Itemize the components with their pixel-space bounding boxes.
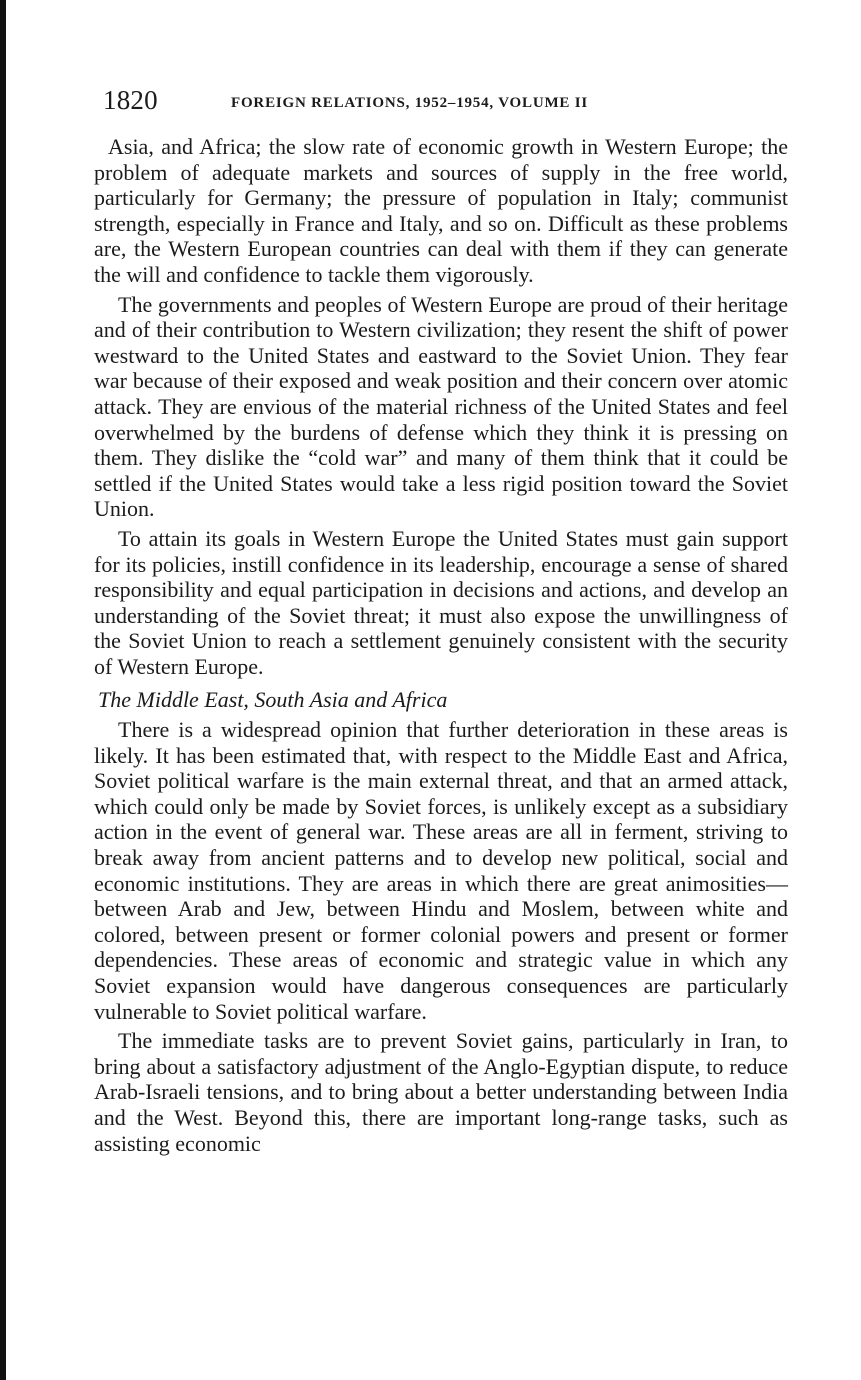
- paragraph-middle-east-deterioration: There is a widespread opinion that further deterioration in these areas is likely. It has been estimated that, with respect to the Middle East and Africa, Soviet political warfare is the main external threat, and that an armed attack, which could only be made by Soviet forces, is unlikely except as a subsidiary action in the event of general war. These areas are all in ferment, striving to break away from ancient patterns and to develop new political, social and economic institutions. They are areas in which there are great animosities—between Arab and Jew, between Hindu and Moslem, between white and colored, between present or former colonial powers and present or former dependencies. These areas of economic and strategic value in which any Soviet expansion would have dangerous consequences are particularly vulnerable to Soviet political warfare.: [94, 717, 788, 1024]
- paragraph-immediate-tasks: The immediate tasks are to prevent Soviet gains, particularly in Iran, to bring about a satisfactory adjustment of the Anglo-Egyptian dispute, to reduce Arab-Israeli tensions, and to bring about a better understanding between India and the West. Beyond this, there are important long-range tasks, such as assisting economic: [94, 1028, 788, 1156]
- paragraph-continued: Asia, and Africa; the slow rate of economic growth in Western Europe; the problem of adequate markets and sources of supply in the free world, particularly for Germany; the pressure of population in Italy; communist strength, especially in France and Italy, and so on. Difficult as these problems are, the Western European countries can deal with them if they can generate the will and confidence to tackle them vigorously.: [94, 134, 788, 287]
- page-number: 1820: [103, 85, 158, 115]
- page-header: [103, 84, 793, 120]
- paragraph-us-goals-western-europe: To attain its goals in Western Europe the United States must gain support for its policies, instill confidence in its leadership, encourage a sense of shared responsibility and equal participation in decisions and actions, and develop an understanding of the Soviet threat; it must also expose the unwillingness of the Soviet Union to reach a settlement genuinely consistent with the security of Western Europe.: [94, 525, 788, 679]
- page-left-edge: [0, 0, 6, 1380]
- running-head: FOREIGN RELATIONS, 1952–1954, VOLUME II: [231, 95, 589, 111]
- document-body: [94, 134, 788, 1160]
- paragraph-western-europe-attitudes: The governments and peoples of Western Europe are proud of their heritage and of their contribution to Western civilization; they resent the shift of power westward to the United States and eastward to the Soviet Union. They fear war because of their exposed and weak position and their concern over atomic attack. They are envious of the material richness of the United States and feel overwhelmed by the burdens of defense which they think it is pressing on them. They dislike the “cold war” and many of them think that it could be settled if the United States would take a less rigid position toward the Soviet Union.: [94, 291, 788, 522]
- section-heading-middle-east: The Middle East, South Asia and Africa: [98, 687, 448, 713]
